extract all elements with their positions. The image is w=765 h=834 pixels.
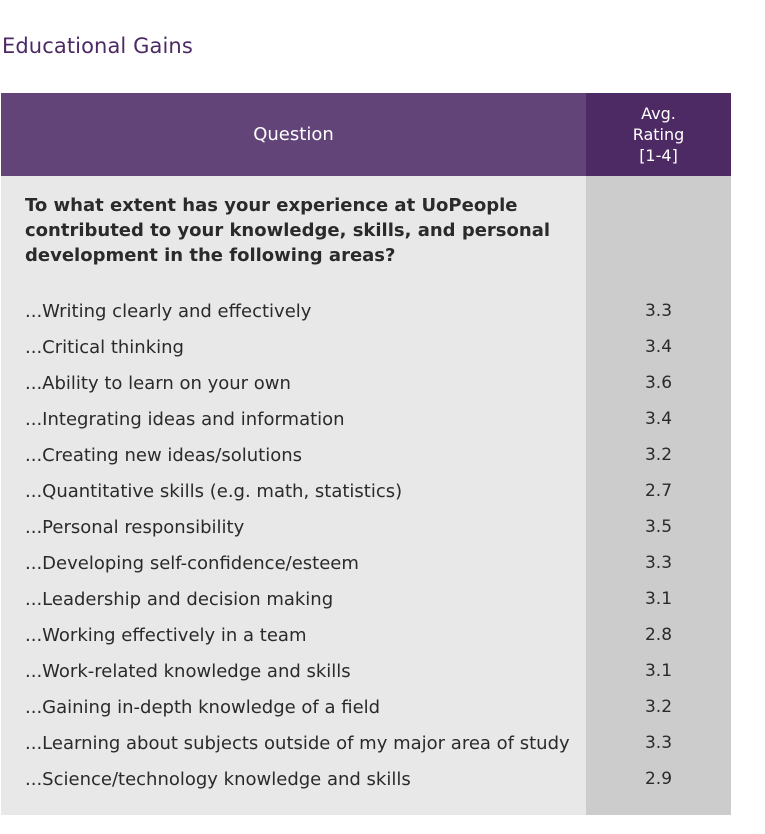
table-row-label: ...Creating new ideas/solutions	[25, 444, 303, 466]
table-row-value: 3.3	[644, 733, 673, 753]
table-row-value: 3.5	[644, 517, 673, 537]
table-row-label: ...Integrating ideas and information	[25, 408, 345, 430]
table-row-value: 2.8	[644, 625, 673, 645]
table-row-value: 3.6	[644, 373, 673, 393]
table-row-value: 3.3	[644, 553, 673, 573]
rating-spacer	[586, 193, 731, 293]
table-row-label: ...Learning about subjects outside of my major area of study	[25, 732, 570, 754]
table-row-value: 3.2	[644, 697, 673, 717]
table-row-value: 2.7	[644, 481, 673, 501]
table-row-label: ...Leadership and decision making	[25, 588, 334, 610]
table-row-label: ...Gaining in-depth knowledge of a field	[25, 696, 381, 718]
table-row-value: 3.1	[644, 589, 673, 609]
table-row-value: 3.2	[644, 445, 673, 465]
table-header	[1, 93, 731, 176]
table-row-label: ...Work-related knowledge and skills	[25, 660, 351, 682]
table-body	[1, 176, 731, 815]
table-row-label: ...Writing clearly and effectively	[25, 300, 312, 322]
question-column-header: Question	[253, 124, 334, 145]
table-row-label: ...Quantitative skills (e.g. math, statistics)	[25, 480, 403, 502]
lead-question: To what extent has your experience at UoPeople contributed to your knowledge, skills, and personal development in the following areas?	[25, 195, 551, 266]
table-row-label: ...Working effectively in a team	[25, 624, 307, 646]
table-row-label: ...Critical thinking	[25, 336, 184, 358]
table-row-label: ...Science/technology knowledge and skills	[25, 768, 411, 790]
table-row-value: 3.4	[644, 337, 673, 357]
table-row-label: ...Personal responsibility	[25, 516, 245, 538]
table-row-value: 2.9	[644, 769, 673, 789]
page-title: Educational Gains	[2, 34, 193, 58]
rating-header-line: [1-4]	[639, 146, 678, 165]
table-row-value: 3.4	[644, 409, 673, 429]
rating-header-line: Avg.	[641, 104, 676, 123]
table-row-label: ...Ability to learn on your own	[25, 372, 291, 394]
rating-column-header	[586, 93, 731, 176]
ratings-table	[1, 93, 731, 815]
table-row-value: 3.1	[644, 661, 673, 681]
table-row-label: ...Developing self-confidence/esteem	[25, 552, 359, 574]
question-column	[1, 176, 586, 815]
table-row-value: 3.3	[644, 301, 673, 321]
rating-column	[586, 176, 731, 815]
rating-header-line: Rating	[632, 125, 685, 144]
